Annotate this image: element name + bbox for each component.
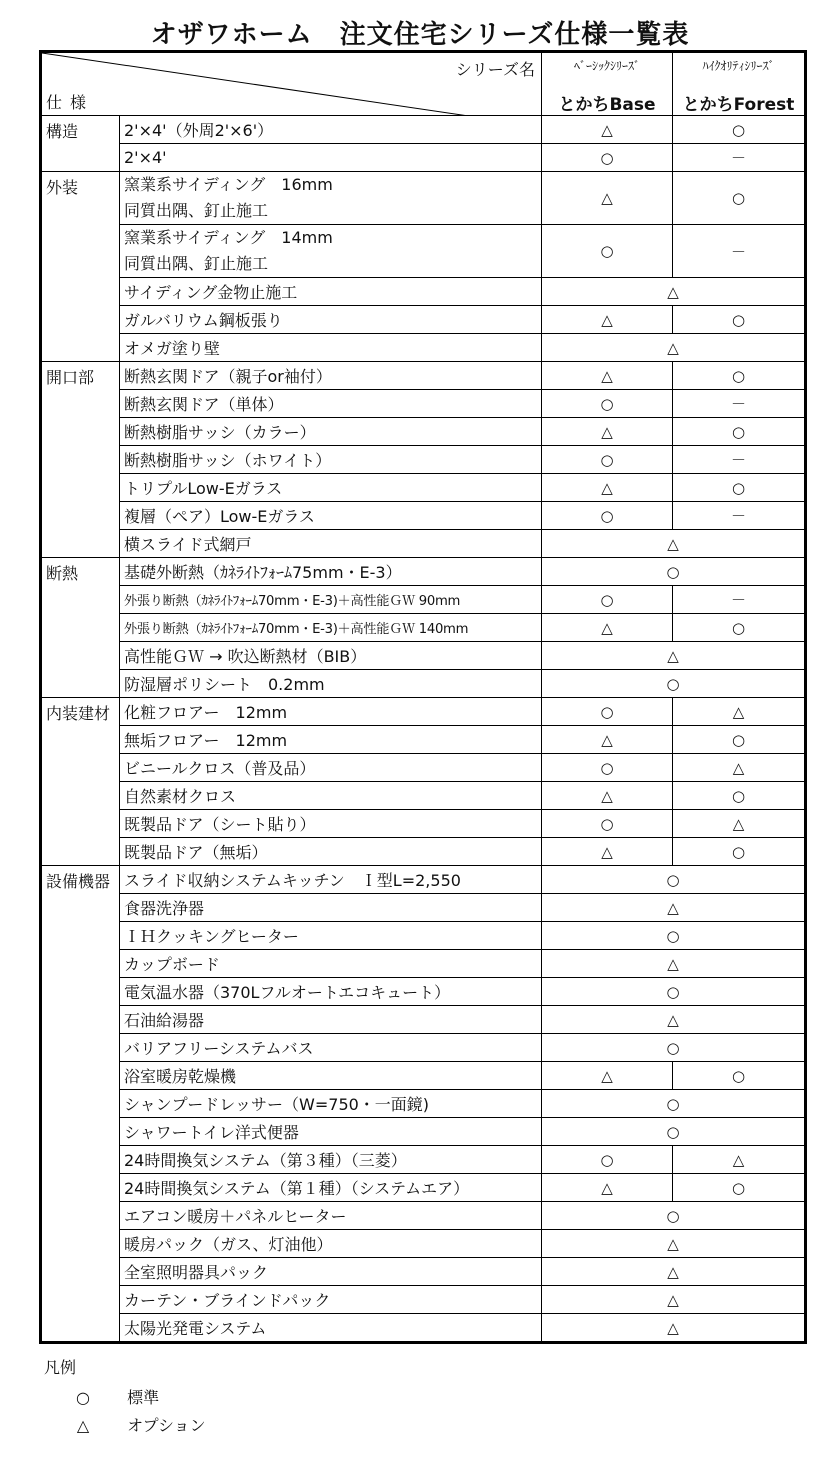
- item-cell: 防湿層ポリシート 0.2mm: [120, 670, 542, 698]
- table-row: [41, 334, 806, 362]
- item-cell: 断熱樹脂サッシ（カラー）: [120, 418, 542, 446]
- base-value: △: [542, 306, 673, 334]
- item-cell: 基礎外断熱（ｶﾈﾗｲﾄﾌｫｰﾑ75mm・E-3）: [120, 558, 542, 586]
- item-cell: カップボード: [120, 950, 542, 978]
- table-row: [41, 866, 806, 894]
- forest-value: ○: [673, 418, 806, 446]
- item-cell: 横スライド式網戸: [120, 530, 542, 558]
- base-value: △: [542, 172, 673, 225]
- item-cell: 外張り断熱（ｶﾈﾗｲﾄﾌｫｰﾑ70mm・E-3)＋高性能ＧＷ 90mm: [120, 586, 542, 614]
- table-row: [41, 1230, 806, 1258]
- table-row: [41, 1118, 806, 1146]
- shared-value: △: [542, 894, 806, 922]
- table-row: [41, 754, 806, 782]
- item-cell: 断熱玄関ドア（単体）: [120, 390, 542, 418]
- shared-value: ○: [542, 1118, 806, 1146]
- table-row: [41, 726, 806, 754]
- base-value: ○: [542, 390, 673, 418]
- shared-value: ○: [542, 978, 806, 1006]
- shared-value: △: [542, 1314, 806, 1343]
- forest-value: ○: [673, 726, 806, 754]
- base-value: △: [542, 362, 673, 390]
- shared-value: △: [542, 1230, 806, 1258]
- base-value: ○: [542, 754, 673, 782]
- table-row: [41, 225, 806, 278]
- item-cell: サイディング金物止施工: [120, 278, 542, 306]
- forest-value: －: [673, 225, 806, 278]
- forest-value: △: [673, 1146, 806, 1174]
- shared-value: ○: [542, 1034, 806, 1062]
- forest-value: △: [673, 810, 806, 838]
- table-row: [41, 390, 806, 418]
- forest-series-name: とかちForest: [682, 95, 795, 115]
- base-value: △: [542, 838, 673, 866]
- table-row: [41, 1146, 806, 1174]
- item-cell: 太陽光発電システム: [120, 1314, 542, 1343]
- table-row: [41, 446, 806, 474]
- shared-value: ○: [542, 670, 806, 698]
- item-cell: トリプルLow-Eガラス: [120, 474, 542, 502]
- base-value: △: [542, 782, 673, 810]
- category-interior: 内装建材: [41, 698, 120, 866]
- table-row: [41, 782, 806, 810]
- circle-symbol: ○: [76, 1388, 90, 1407]
- base-value: △: [542, 418, 673, 446]
- base-value: ○: [542, 1146, 673, 1174]
- item-cell: シャンプードレッサー（W=750・一面鏡): [120, 1090, 542, 1118]
- table-row: [41, 614, 806, 642]
- category-insulation: 断熱: [41, 558, 120, 698]
- category-openings: 開口部: [41, 362, 120, 558]
- table-row: [41, 1174, 806, 1202]
- item-line-1: 窯業系サイディング 14mm: [124, 228, 333, 247]
- item-cell: 全室照明器具パック: [120, 1258, 542, 1286]
- shared-value: △: [542, 334, 806, 362]
- shared-value: △: [542, 1006, 806, 1034]
- category-exterior: 外装: [41, 172, 120, 362]
- base-value: △: [542, 1062, 673, 1090]
- series-label: シリーズ名: [455, 60, 535, 79]
- shared-value: ○: [542, 1202, 806, 1230]
- item-cell: 24時間換気システム（第１種）（システムエア）: [120, 1174, 542, 1202]
- base-value: ○: [542, 502, 673, 530]
- item-cell: 既製品ドア（シート貼り）: [120, 810, 542, 838]
- item-line-1: 窯業系サイディング 16mm: [124, 175, 333, 194]
- shared-value: △: [542, 950, 806, 978]
- forest-value: －: [673, 586, 806, 614]
- item-cell: 浴室暖房乾燥機: [120, 1062, 542, 1090]
- forest-value: ○: [673, 306, 806, 334]
- item-cell: [120, 225, 542, 278]
- item-line-2: 同質出隅、釘止施工: [124, 254, 269, 273]
- table-header-row: [41, 52, 806, 116]
- table-row: [41, 698, 806, 726]
- item-cell: 化粧フロアー 12mm: [120, 698, 542, 726]
- base-series-kana: ﾍﾞｰｼｯｸｼﾘｰｽﾞ: [573, 59, 640, 73]
- shared-value: ○: [542, 1090, 806, 1118]
- table-row: [41, 418, 806, 446]
- base-value: △: [542, 116, 673, 144]
- legend-title: 凡例: [44, 1358, 77, 1377]
- legend-standard: [58, 1385, 159, 1408]
- shared-value: ○: [542, 866, 806, 894]
- header-diagonal-cell: [41, 52, 542, 116]
- table-row: [41, 474, 806, 502]
- legend-option: [58, 1413, 206, 1436]
- table-row: [41, 1090, 806, 1118]
- forest-value: －: [673, 390, 806, 418]
- table-row: [41, 894, 806, 922]
- shared-value: ○: [542, 922, 806, 950]
- table-row: [41, 670, 806, 698]
- shared-value: ○: [542, 558, 806, 586]
- category-equipment: 設備機器: [41, 866, 120, 1343]
- base-value: ○: [542, 810, 673, 838]
- item-cell: 2'×4'（外周2'×6'）: [120, 116, 542, 144]
- forest-value: ○: [673, 172, 806, 225]
- item-cell: 2'×4': [120, 144, 542, 172]
- base-value: ○: [542, 225, 673, 278]
- item-cell: 電気温水器（370Lフルオートエコキュート）: [120, 978, 542, 1006]
- forest-value: －: [673, 502, 806, 530]
- item-cell: 暖房パック（ガス、灯油他）: [120, 1230, 542, 1258]
- shared-value: △: [542, 1258, 806, 1286]
- forest-value: ○: [673, 362, 806, 390]
- item-cell: ガルバリウム鋼板張り: [120, 306, 542, 334]
- item-cell: ＩＨクッキングヒーター: [120, 922, 542, 950]
- shared-value: △: [542, 1286, 806, 1314]
- forest-value: －: [673, 144, 806, 172]
- table-row: [41, 306, 806, 334]
- item-cell: エアコン暖房＋パネルヒーター: [120, 1202, 542, 1230]
- base-value: ○: [542, 586, 673, 614]
- legend-option-label: オプション: [127, 1416, 206, 1435]
- table-row: [41, 530, 806, 558]
- table-row: [41, 1034, 806, 1062]
- forest-value: △: [673, 698, 806, 726]
- table-row: [41, 1286, 806, 1314]
- base-value: ○: [542, 698, 673, 726]
- table-row: [41, 838, 806, 866]
- table-row: [41, 1202, 806, 1230]
- triangle-symbol: △: [76, 1416, 90, 1435]
- base-value: △: [542, 614, 673, 642]
- table-row: [41, 1006, 806, 1034]
- forest-value: －: [673, 446, 806, 474]
- table-row: [41, 810, 806, 838]
- table-row: [41, 1314, 806, 1343]
- item-cell: 複層（ペア）Low-Eガラス: [120, 502, 542, 530]
- column-header-forest: [673, 52, 806, 116]
- item-cell: バリアフリーシステムバス: [120, 1034, 542, 1062]
- forest-value: ○: [673, 474, 806, 502]
- shared-value: △: [542, 530, 806, 558]
- table-row: [41, 1258, 806, 1286]
- base-value: △: [542, 1174, 673, 1202]
- table-row: [41, 978, 806, 1006]
- legend-standard-label: 標準: [127, 1388, 160, 1407]
- item-line-2: 同質出隅、釘止施工: [124, 201, 269, 220]
- base-value: ○: [542, 446, 673, 474]
- forest-value: ○: [673, 1062, 806, 1090]
- item-cell: 断熱玄関ドア（親子or袖付）: [120, 362, 542, 390]
- table-row: [41, 558, 806, 586]
- item-cell: 無垢フロアー 12mm: [120, 726, 542, 754]
- table-row: [41, 502, 806, 530]
- item-cell: カーテン・ブラインドパック: [120, 1286, 542, 1314]
- item-cell: ビニールクロス（普及品）: [120, 754, 542, 782]
- item-cell: シャワートイレ洋式便器: [120, 1118, 542, 1146]
- column-header-base: [542, 52, 673, 116]
- item-cell: 断熱樹脂サッシ（ホワイト）: [120, 446, 542, 474]
- table-row: [41, 116, 806, 144]
- table-row: [41, 278, 806, 306]
- page-title: オザワホーム 注文住宅シリーズ仕様一覧表: [150, 20, 690, 50]
- shared-value: △: [542, 642, 806, 670]
- forest-value: ○: [673, 614, 806, 642]
- shared-value: △: [542, 278, 806, 306]
- item-cell: 既製品ドア（無垢）: [120, 838, 542, 866]
- item-cell: [120, 172, 542, 225]
- item-cell: 24時間換気システム（第３種）（三菱）: [120, 1146, 542, 1174]
- base-series-name: とかちBase: [558, 95, 656, 115]
- item-cell: 外張り断熱（ｶﾈﾗｲﾄﾌｫｰﾑ70mm・E-3)＋高性能ＧＷ 140mm: [120, 614, 542, 642]
- category-structure: 構造: [41, 116, 120, 172]
- table-row: [41, 144, 806, 172]
- forest-series-kana: ﾊｲｸｵﾘﾃｨｼﾘｰｽﾞ: [702, 59, 775, 73]
- table-row: [41, 586, 806, 614]
- forest-value: ○: [673, 838, 806, 866]
- item-cell: 食器洗浄器: [120, 894, 542, 922]
- item-cell: 高性能ＧＷ → 吹込断熱材（BIB）: [120, 642, 542, 670]
- item-cell: 石油給湯器: [120, 1006, 542, 1034]
- table-row: [41, 922, 806, 950]
- forest-value: △: [673, 754, 806, 782]
- item-cell: スライド収納システムキッチン Ｉ型L=2,550: [120, 866, 542, 894]
- forest-value: ○: [673, 116, 806, 144]
- forest-value: ○: [673, 1174, 806, 1202]
- item-cell: 自然素材クロス: [120, 782, 542, 810]
- spec-table: [39, 50, 807, 1344]
- base-value: △: [542, 474, 673, 502]
- table-row: [41, 362, 806, 390]
- table-row: [41, 950, 806, 978]
- forest-value: ○: [673, 782, 806, 810]
- spec-label: 仕様: [46, 93, 95, 112]
- base-value: △: [542, 726, 673, 754]
- table-row: [41, 642, 806, 670]
- base-value: ○: [542, 144, 673, 172]
- item-cell: オメガ塗り壁: [120, 334, 542, 362]
- table-row: [41, 1062, 806, 1090]
- table-row: [41, 172, 806, 225]
